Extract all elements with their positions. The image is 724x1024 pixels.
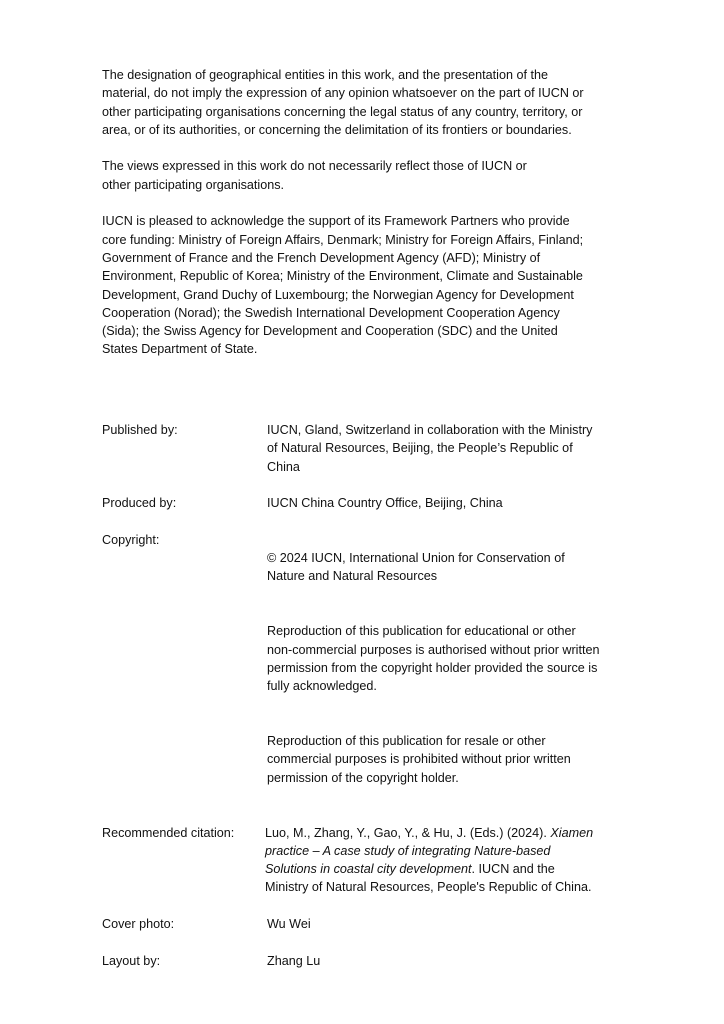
layout-value: Zhang Lu	[267, 953, 321, 968]
publication-info	[102, 421, 632, 988]
cover-photo-label: Cover photo:	[102, 917, 175, 932]
layout-label: Layout by:	[102, 953, 161, 968]
copyright-row	[102, 531, 632, 805]
citation-title-start: Xiamen	[550, 825, 594, 840]
published-value: IUCN, Gland, Switzerland in collaboration with the Ministry of Natural Resources, Beijing, the People’s Republic of China	[267, 423, 593, 474]
disclaimer-paragraph-views: The views expressed in this work do not necessarily reflect those of IUCN or other participating organisations.	[102, 159, 527, 192]
citation-tail: . IUCN and the Ministry of Natural Resources, People's Republic of China.	[265, 862, 592, 895]
disclaimer-paragraph-designation: The designation of geographical entities in this work, and the presentation of the material, do not imply the expression of any opinion whatsoever on the part of IUCN or other participating organisations concerning the legal status of any country, territory, or area, or of its authorities, or concerning the delimitation of its frontiers or boundaries.	[102, 68, 584, 137]
disclaimer-paragraph-partners: IUCN is pleased to acknowledge the support of its Framework Partners who provide core funding: Ministry of Foreign Affairs, Denmark; Ministry for Foreign Affairs, Finland; Government of France and the French Development Agency (AFD); Ministry of Environment, Republic of Korea; Ministry of the Environment, Climate and Sustainable Development, Grand Duchy of Luxembourg; the Norwegian Agency for Development Cooperation (Norad); the Swedish International Development Cooperation Agency (Sida); the Swiss Agency for Development and Cooperation (SDC) and the United States Department of State.	[102, 214, 584, 357]
reproduction-noncommercial: Reproduction of this publication for educational or other non-commercial purposes is authorised without prior written permission from the copyright holder provided the source is fully acknowledged.	[267, 624, 600, 694]
layout-row	[102, 952, 632, 970]
cover-photo-value: Wu Wei	[267, 917, 311, 932]
citation-title-rest: practice – A case study of integrating Nature-based Solutions in coastal city development	[265, 843, 551, 877]
disclaimer-section	[102, 66, 632, 377]
citation-authors: Luo, M., Zhang, Y., Gao, Y., & Hu, J. (Eds.) (2024).	[265, 825, 551, 840]
published-row	[102, 421, 632, 476]
copyright-label: Copyright:	[102, 532, 160, 547]
citation-label: Recommended citation:	[102, 825, 235, 840]
citation-row	[102, 824, 632, 897]
reproduction-resale: Reproduction of this publication for resale or other commercial purposes is prohibited without prior written permission of the copyright holder.	[267, 734, 571, 785]
cover-photo-row	[102, 915, 632, 933]
copyright-value: © 2024 IUCN, International Union for Conservation of Nature and Natural Resources	[267, 551, 565, 584]
produced-value: IUCN China Country Office, Beijing, China	[267, 496, 503, 511]
produced-row	[102, 494, 632, 512]
produced-label: Produced by:	[102, 496, 177, 511]
copyright-block	[267, 531, 632, 805]
citation-value	[265, 824, 632, 897]
published-label: Published by:	[102, 423, 178, 437]
